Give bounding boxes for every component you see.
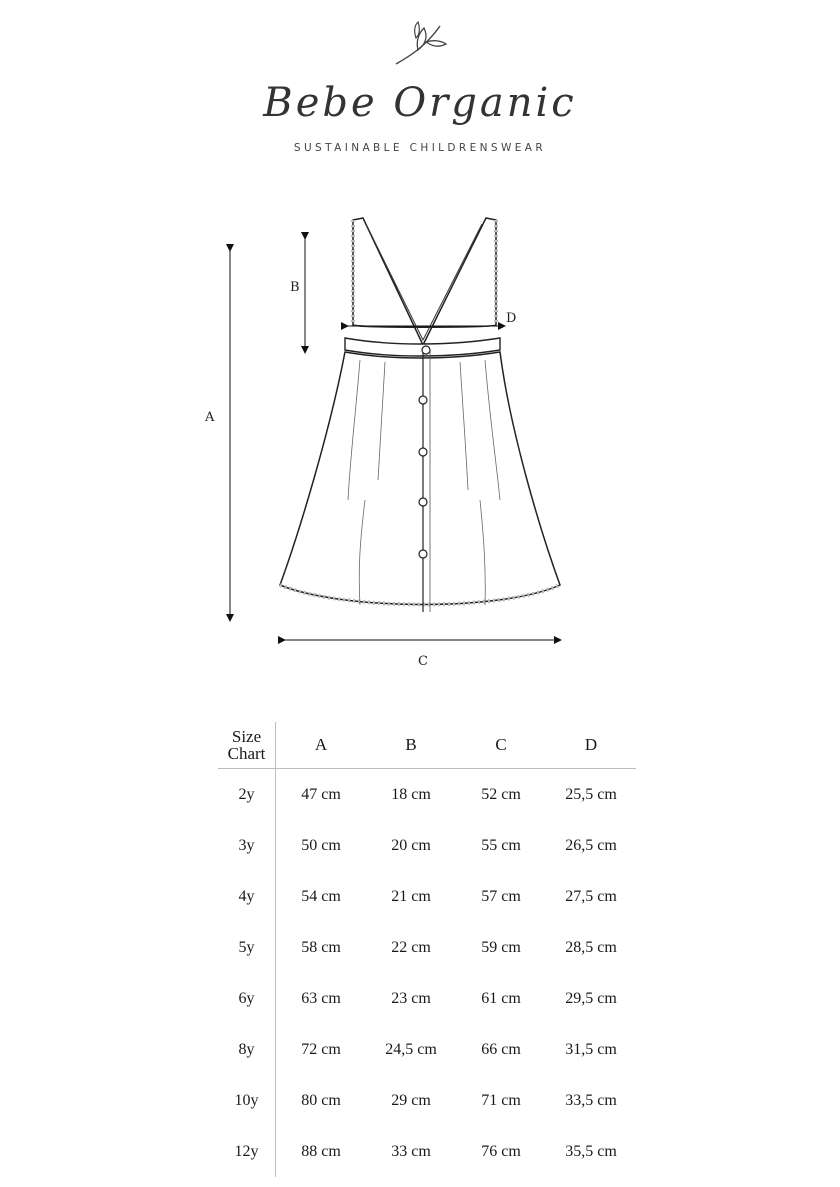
table-cell: 33,5 cm [565,1091,617,1109]
column-header-a: A [276,722,367,769]
table-cell: 61 cm [481,989,521,1007]
table-cell: 31,5 cm [565,1040,617,1058]
table-row [218,871,636,922]
table-cell: 29 cm [391,1091,431,1109]
column-header-d: D [546,722,636,769]
table-cell: 76 cm [481,1142,521,1160]
table-cell: 72 cm [301,1040,341,1058]
size-label: 8y [218,1024,276,1075]
table-row [218,769,636,821]
dimension-c-label: C [418,654,428,669]
size-label: 4y [218,871,276,922]
table-row [218,820,636,871]
table-row [218,1024,636,1075]
table-cell: 28,5 cm [565,938,617,956]
table-cell: 88 cm [301,1142,341,1160]
table-cell: 25,5 cm [565,785,617,803]
size-label: 10y [218,1075,276,1126]
column-header-b: B [366,722,456,769]
table-row [218,922,636,973]
table-cell: 26,5 cm [565,836,617,854]
size-label: 12y [218,1126,276,1177]
size-label: 5y [218,922,276,973]
dress-diagram [190,200,610,674]
table-cell: 80 cm [301,1091,341,1109]
size-chart-corner-label [218,722,276,769]
table-row [218,1126,636,1177]
table-row [218,1075,636,1126]
dimension-b-label: B [290,280,300,295]
column-header-c: C [456,722,546,769]
size-chart-table [218,722,636,1177]
table-cell: 59 cm [481,938,521,956]
table-cell: 18 cm [391,785,431,803]
size-label: 6y [218,973,276,1024]
table-cell: 24,5 cm [385,1040,437,1058]
table-cell: 55 cm [481,836,521,854]
table-cell: 63 cm [301,989,341,1007]
brand-logo [0,0,840,170]
table-cell: 50 cm [301,836,341,854]
table-cell: 54 cm [301,887,341,905]
table-cell: 58 cm [301,938,341,956]
table-cell: 20 cm [391,836,431,854]
brand-name: Bebe Organic [263,80,577,126]
table-cell: 33 cm [391,1142,431,1160]
table-cell: 71 cm [481,1091,521,1109]
table-cell: 22 cm [391,938,431,956]
table-cell: 29,5 cm [565,989,617,1007]
table-cell: 47 cm [301,785,341,803]
corner-label-line2: Chart [227,744,266,763]
brand-tagline: SUSTAINABLE CHILDRENSWEAR [293,142,547,154]
size-chart-header-row [218,722,636,769]
leaf-icon [392,20,448,70]
size-label: 3y [218,820,276,871]
dimension-a-label: A [205,410,215,425]
table-cell: 21 cm [391,887,431,905]
table-cell: 35,5 cm [565,1142,617,1160]
table-cell: 23 cm [391,989,431,1007]
table-row [218,973,636,1024]
size-label: 2y [218,769,276,821]
table-cell: 57 cm [481,887,521,905]
dimension-d-label: D [506,311,517,326]
dress-illustration [190,200,610,670]
table-cell: 66 cm [481,1040,521,1058]
corner-label-line1: Size [231,727,262,746]
table-cell: 52 cm [481,785,521,803]
table-cell: 27,5 cm [565,887,617,905]
